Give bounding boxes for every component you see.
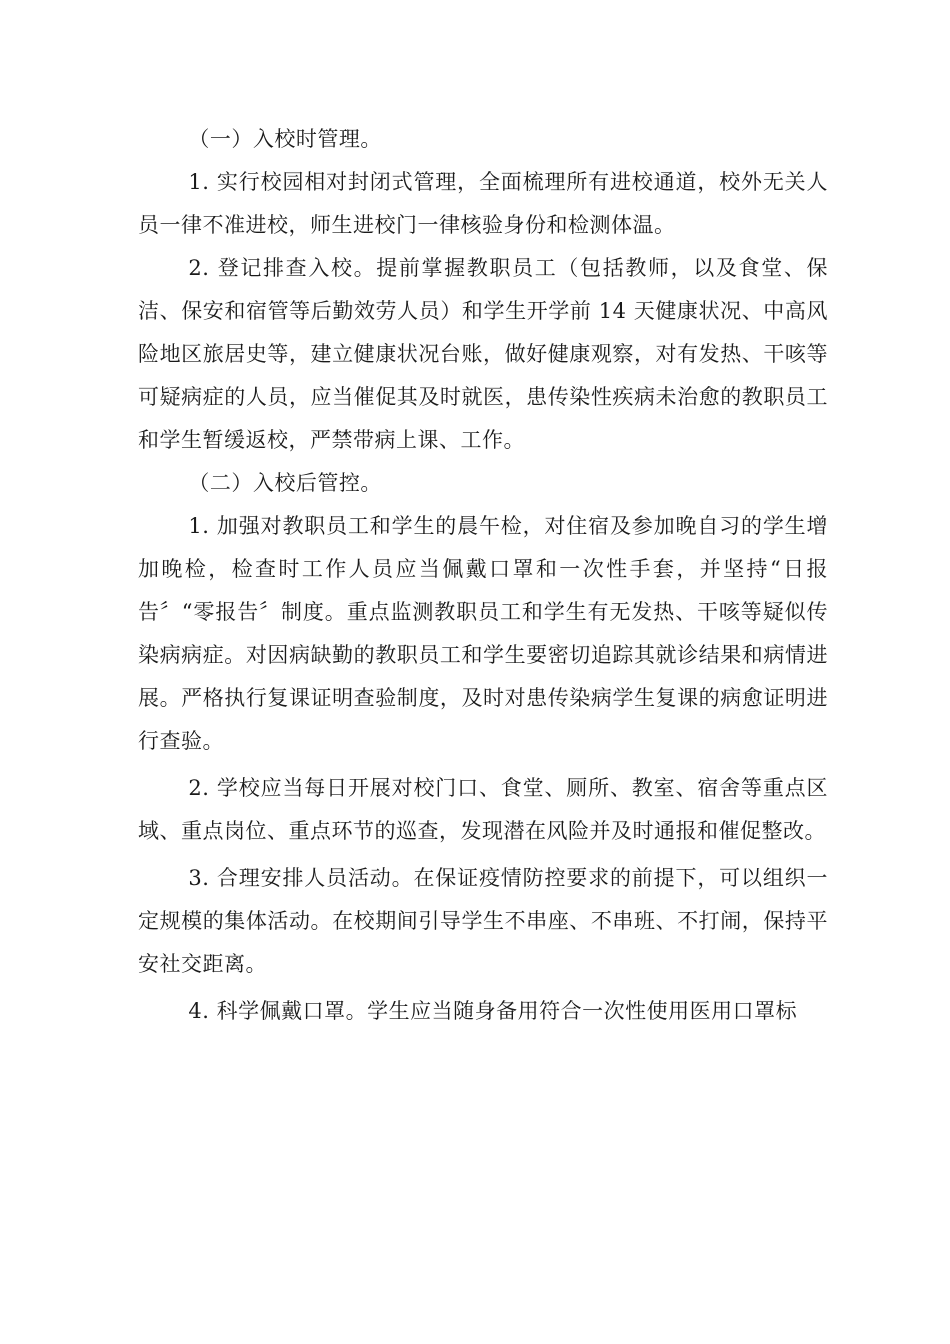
document-body: [138, 118, 828, 1033]
paragraph-mask-wearing: 4. 科学佩戴口罩。学生应当随身备用符合一次性使用医用口罩标: [188, 999, 798, 1023]
paragraph-daily-inspection: 2. 学校应当每日开展对校门口、食堂、厕所、教室、宿舍等重点区域、重点岗位、重点环节的巡查，发现潜在风险并及时通报和催促整改。: [138, 776, 828, 843]
paragraph-closed-campus: 1. 实行校园相对封闭式管理，全面梳理所有进校通道，校外无关人员一律不准进校，师生进校门一律核验身份和检测体温。: [138, 170, 828, 237]
paragraph-daily-checks: 1. 加强对教职员工和学生的晨午检，对住宿及参加晚自习的学生增加晚检，检查时工作人员应当佩戴口罩和一次性手套，并坚持“日报告〞“零报告〞制度。重点监测教职员工和学生有无发热、干咳等疑似传染病病症。对因病缺勤的教职员工和学生要密切追踪其就诊结果和病情进展。严格执行复课证明查验制度，及时对患传染病学生复课的病愈证明进行查验。: [138, 514, 828, 753]
paragraph-activity-arrangement: 3. 合理安排人员活动。在保证疫情防控要求的前提下，可以组织一定规模的集体活动。在校期间引导学生不串座、不串班、不打闹，保持平安社交距离。: [138, 866, 828, 976]
section-heading-entry-management: （一）入校时管理。: [188, 127, 382, 151]
paragraph-registration-screening: 2. 登记排查入校。提前掌握教职员工（包括教师，以及食堂、保洁、保安和宿管等后勤效劳人员）和学生开学前 14 天健康状况、中高风险地区旅居史等，建立健康状况台账，做好健康观察，对有发热、干咳等可疑病症的人员，应当催促其及时就医，患传染性疾病未治愈的教职员工和学生暂缓返校，严禁带病上课、工作。: [138, 256, 828, 452]
section-heading-post-entry-control: （二）入校后管控。: [188, 471, 382, 495]
